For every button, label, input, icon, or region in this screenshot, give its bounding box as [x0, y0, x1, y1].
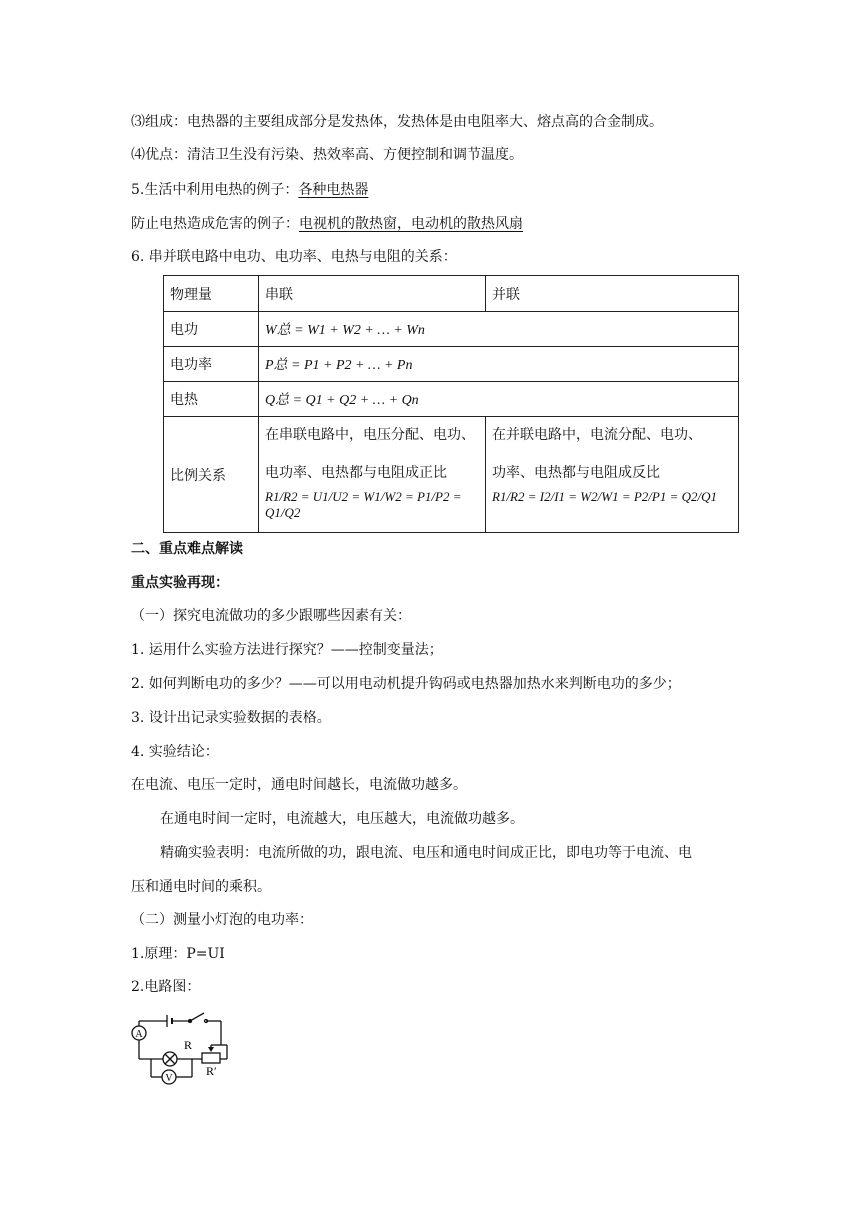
- ammeter-label: A: [135, 1029, 143, 1040]
- header-parallel: 并联: [486, 276, 739, 312]
- rheostat-label: R′: [206, 1064, 217, 1078]
- parallel-text2: 功率、电热都与电阻成反比: [492, 465, 660, 481]
- series-text1: 在串联电路中，电压分配、电功、: [265, 427, 475, 443]
- table-row: [164, 417, 739, 533]
- exp1-item-3: 3. 设计出记录实验数据的表格。: [131, 710, 331, 726]
- series-ratio-cell: [259, 417, 486, 533]
- line-advantages: ⑷优点：清洁卫生没有污染、热效率高、方便控制和调节温度。: [131, 147, 523, 163]
- uses-value: 各种电热器: [298, 182, 369, 198]
- conclusion-1: 在电流、电压一定时，通电时间越长，电流做功越多。: [131, 777, 467, 793]
- table-row: [164, 312, 739, 347]
- line-relations-title: 6. 串并联电路中电功、电功率、电热与电阻的关系：: [131, 249, 457, 265]
- exp1-item-1: 1. 运用什么实验方法进行探究？——控制变量法；: [131, 642, 443, 658]
- header-quantity: 物理量: [164, 276, 259, 312]
- line-prevention: [131, 214, 523, 234]
- lamp-label: R: [184, 1038, 193, 1052]
- header-series: 串联: [259, 276, 486, 312]
- relations-table: [163, 275, 739, 533]
- switch-lever: [190, 1013, 204, 1021]
- circuit-label: 2.电路图：: [131, 979, 201, 995]
- line-composition: ⑶组成：电热器的主要组成部分是发热体，发热体是由电阻率大、熔点高的合金制成。: [131, 114, 663, 130]
- row-label-ratio: 比例关系: [164, 417, 259, 533]
- line-uses: [131, 180, 368, 200]
- parallel-ratio-cell: [486, 417, 739, 533]
- table-row: [164, 347, 739, 382]
- section-heading: 二、重点难点解读: [131, 541, 243, 557]
- formula-power: P总 = P1 + P2 + … + Pn: [259, 347, 739, 382]
- principle: 1.原理：P=UI: [131, 946, 225, 962]
- table-row: [164, 382, 739, 417]
- row-label-work: 电功: [164, 312, 259, 347]
- circuit-diagram: [126, 1009, 236, 1087]
- table-header-row: [164, 276, 739, 312]
- formula-work: W总 = W1 + W2 + … + Wn: [259, 312, 739, 347]
- exp1-title: （一）探究电流做功的多少跟哪些因素有关：: [131, 608, 411, 624]
- conclusion-3a: 精确实验表明：电流所做的功，跟电流、电压和通电时间成正比，即电功等于电流、电: [160, 845, 692, 861]
- exp1-item-2: 2. 如何判断电功的多少？——可以用电动机提升钩码或电热器加热水来判断电功的多少；: [131, 676, 681, 692]
- exp2-title: （二）测量小灯泡的电功率：: [131, 912, 313, 928]
- rheostat-symbol: [202, 1053, 220, 1063]
- parallel-text1: 在并联电路中，电流分配、电功、: [492, 427, 702, 443]
- uses-label: 5.生活中利用电热的例子：: [131, 182, 299, 198]
- conclusion-2: 在通电时间一定时，电流越大，电压越大，电流做功越多。: [160, 811, 524, 827]
- conclusion-3b: 压和通电时间的乘积。: [131, 879, 271, 895]
- section-subheading: 重点实验再现：: [131, 575, 229, 591]
- prevention-label: 防止电热造成危害的例子：: [131, 216, 299, 232]
- exp1-item-4: 4. 实验结论：: [131, 744, 219, 760]
- parallel-ratio-formula: R1/R2 = I2/I1 = W2/W1 = P2/P1 = Q2/Q1: [492, 489, 718, 504]
- row-label-heat: 电热: [164, 382, 259, 417]
- series-text2: 电功率、电热都与电阻成正比: [265, 465, 447, 481]
- row-label-power: 电功率: [164, 347, 259, 382]
- voltmeter-label: V: [165, 1073, 173, 1084]
- formula-heat: Q总 = Q1 + Q2 + … + Qn: [259, 382, 739, 417]
- series-ratio-formula: R1/R2 = U1/U2 = W1/W2 = P1/P2 = Q1/Q2: [265, 489, 462, 520]
- prevention-value: 电视机的散热窗，电动机的散热风扇: [299, 216, 523, 232]
